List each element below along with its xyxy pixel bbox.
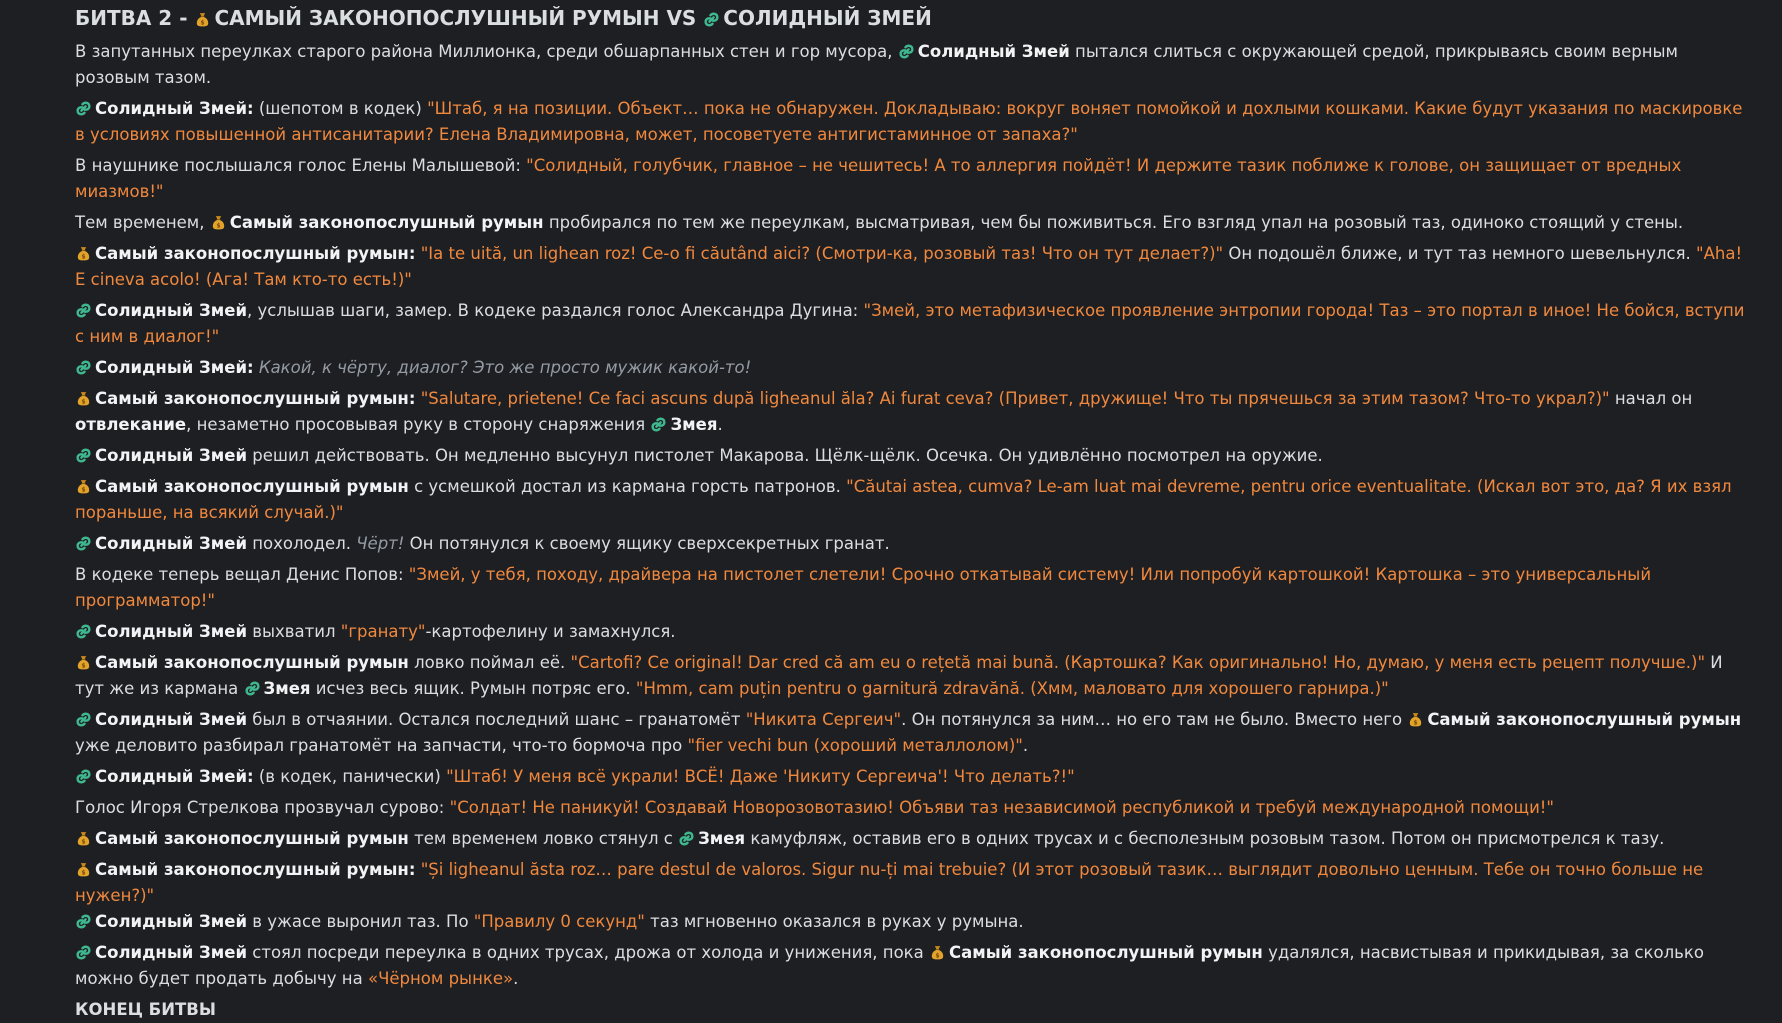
- link-snake-icon: [678, 830, 695, 847]
- paragraph: В запутанных переулках старого района Миллионка, среди обшарпанных стен и гор мусора, Солидный Змей пытался слиться с окружающей средой, прикрываясь своим верным розовым тазом.: [75, 42, 1679, 87]
- paragraph: $ Самый законопослушный румын: "Ia te uită, un lighean roz! Ce-o fi căutând aici? (Смотри-ка, розовый таз! Что он тут делает?)" Он подошёл ближе, и тут таз немного шевельнулся. "Aha! E cineva acolo! (Ага! Там кто-то есть!)": [75, 244, 1743, 289]
- svg-text:$: $: [81, 399, 86, 406]
- paragraph: Солидный Змей: Какой, к чёрту, диалог? Это же просто мужик какой-то!: [75, 355, 1755, 381]
- link-snake-icon: [650, 416, 667, 433]
- money-bag-icon: [75, 830, 92, 847]
- svg-text:$: $: [81, 839, 86, 846]
- link-snake-icon: [898, 43, 915, 60]
- money-bag-icon: [210, 214, 227, 231]
- paragraph: В кодеке теперь вещал Денис Попов: "Змей, у тебя, походу, драйвера на пистолет слетели! Срочно откатывай систему! Или попробуй картошкой! Картошка – это универсальный программатор!": [75, 565, 1652, 610]
- svg-text:$: $: [81, 663, 86, 670]
- paragraph: Голос Игоря Стрелкова прозвучал сурово: "Солдат! Не паникуй! Создавай Новорозовотазию! Объяви таз независимой республикой и требуй международной помощи!": [75, 798, 1555, 817]
- paragraph: Солидный Змей похолодел. Чёрт! Он потянулся к своему ящику сверхсекретных гранат.: [75, 531, 1755, 557]
- svg-text:$: $: [81, 254, 86, 261]
- money-bag-icon: [75, 861, 92, 878]
- money-bag-icon: [75, 654, 92, 671]
- link-snake-icon: [75, 447, 92, 464]
- svg-text:$: $: [216, 223, 221, 230]
- money-bag-icon: [929, 944, 946, 961]
- paragraph: Солидный Змей выхватил "гранату"-картофелину и замахнулся.: [75, 619, 1755, 645]
- paragraph: Солидный Змей: (шепотом в кодек) "Штаб, я на позиции. Объект… пока не обнаружен. Докладываю: вокруг воняет помойкой и дохлыми кошками. Какие будут указания по маскировке в условиях повышенной антисанитарии? Елена Владимировна, может, посоветуете антигистаминное от запаха?": [75, 99, 1743, 144]
- money-bag-icon: [75, 478, 92, 495]
- story-document: [75, 3, 1755, 1023]
- battle-title: БИТВА 2 - $ САМЫЙ ЗАКОНОПОСЛУШНЫЙ РУМЫН VS СОЛИДНЫЙ ЗМЕЙ: [75, 6, 932, 30]
- paragraph: Солидный Змей в ужасе выронил таз. По "Правилу 0 секунд" таз мгновенно оказался в руках у румына.: [75, 909, 1755, 935]
- link-snake-icon: [75, 359, 92, 376]
- svg-text:$: $: [200, 20, 205, 27]
- money-bag-icon: [194, 11, 211, 28]
- link-snake-icon: [75, 711, 92, 728]
- link-snake-icon: [75, 623, 92, 640]
- svg-text:$: $: [1413, 720, 1418, 727]
- paragraph: Солидный Змей стоял посреди переулка в одних трусах, дрожа от холода и унижения, пока $ Самый законопослушный румын удалялся, насвистывая и прикидывая, за сколько можно будет продать добычу на «Чёрном рынке».: [75, 943, 1704, 988]
- link-snake-icon: [244, 680, 261, 697]
- link-snake-icon: [75, 302, 92, 319]
- link-snake-icon: [75, 100, 92, 117]
- paragraph: Солидный Змей решил действовать. Он медленно высунул пистолет Макарова. Щёлк-щёлк. Осечка. Он удивлённо посмотрел на оружие.: [75, 443, 1755, 469]
- paragraph: $ Самый законопослушный румын: "Și ligheanul ăsta roz… pare destul de valoros. Sigur nu-ți mai trebuie? (И этот розовый тазик… выглядит довольно ценным. Тебе он точно больше не нужен?)": [75, 860, 1704, 905]
- svg-text:$: $: [935, 953, 940, 960]
- link-snake-icon: [75, 535, 92, 552]
- svg-text:$: $: [81, 487, 86, 494]
- paragraph: $ Самый законопослушный румын: "Salutare, prietene! Ce faci ascuns după ligheanul ăla? Ai furat ceva? (Привет, дружище! Что ты прячешься за этим тазом? Что-то украл?)" начал он отвлекание, незаметно просовывая руку в сторону снаряжения Змея.: [75, 389, 1693, 434]
- money-bag-icon: [1407, 711, 1424, 728]
- link-snake-icon: [75, 768, 92, 785]
- paragraph: Солидный Змей, услышав шаги, замер. В кодеке раздался голос Александра Дугина: "Змей, это метафизическое проявление энтропии города! Таз – это портал в иное! Не бойся, вступи с ним в диалог!": [75, 301, 1745, 346]
- paragraph: Тем временем, $ Самый законопослушный румын пробирался по тем же переулкам, высматривая, чем бы поживиться. Его взгляд упал на розовый таз, одиноко стоящий у стены.: [75, 213, 1684, 232]
- paragraph: $ Самый законопослушный румын тем временем ловко стянул с Змея камуфляж, оставив его в одних трусах и с бесполезным розовым тазом. Потом он присмотрелся к тазу.: [75, 826, 1755, 852]
- money-bag-icon: [75, 390, 92, 407]
- paragraph: Солидный Змей был в отчаянии. Остался последний шанс – гранатомёт "Никита Сергеич". Он потянулся за ним… но его там не было. Вместо него $ Самый законопослушный румын уже деловито разбирал гранатомёт на запчасти, что-то бормоча про "fier vechi bun (хороший металлолом)".: [75, 710, 1742, 755]
- svg-text:$: $: [81, 870, 86, 877]
- paragraph: Солидный Змей: (в кодек, панически) "Штаб! У меня всё украли! ВСЁ! Даже 'Никиту Сергеича'! Что делать?!": [75, 764, 1755, 790]
- link-snake-icon: [703, 11, 720, 28]
- paragraph: $ Самый законопослушный румын ловко поймал её. "Cartofi? Ce original! Dar cred că am eu o rețetă mai bună. (Картошка? Как оригинально! Но, думаю, у меня есть рецепт получше.)" И тут же из кармана Змея исчез весь ящик. Румын потряс его. "Hmm, cam puțin pentru o garnitură zdravănă. (Хмм, маловато для хорошего гарнира.)": [75, 653, 1723, 698]
- battle-end-label: КОНЕЦ БИТВЫ: [75, 1000, 216, 1019]
- money-bag-icon: [75, 245, 92, 262]
- paragraph: $ Самый законопослушный румын с усмешкой достал из кармана горсть патронов. "Căutai astea, cumva? Le-am luat mai devreme, pentru orice eventualitate. (Искал вот это, да? Я их взял пораньше, на всякий случай.)": [75, 477, 1732, 522]
- paragraph: В наушнике послышался голос Елены Малышевой: "Солидный, голубчик, главное – не чешитесь! А то аллергия пойдёт! И держите тазик поближе к голове, он защищает от вредных миазмов!": [75, 156, 1682, 201]
- link-snake-icon: [75, 944, 92, 961]
- link-snake-icon: [75, 913, 92, 930]
